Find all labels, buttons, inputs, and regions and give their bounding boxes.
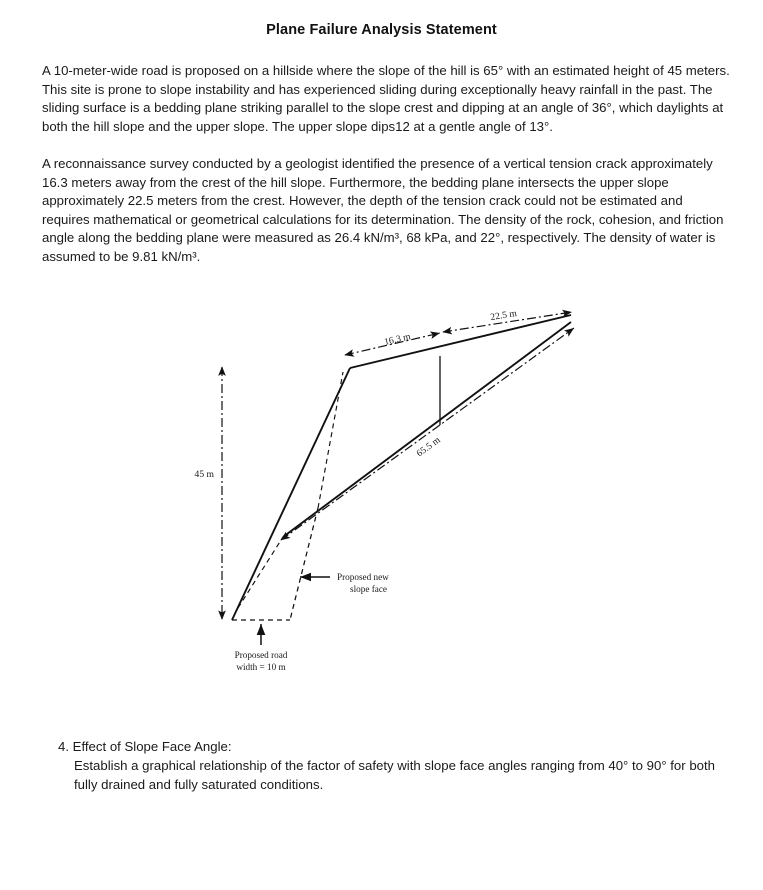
- bedding-plane: [283, 322, 571, 537]
- task-body-text: Establish a graphical relationship of the factor of safety with slope face angles ranging from 40° to 90° for both fully drained and fully saturated conditions.: [74, 758, 715, 792]
- task-number: 4.: [58, 739, 69, 754]
- label-new-slope-face-line2: slope face: [350, 584, 387, 594]
- task-heading-text: Effect of Slope Face Angle:: [72, 739, 232, 754]
- original-face-projection: [318, 372, 343, 508]
- statement-paragraph-2: A reconnaissance survey conducted by a geologist identified the presence of a vertical tension crack approximately 16.3 meters away from the crest of the hill slope. Furthermore, the bedding plane intersects the upper slope approximately 22.5 meters from the crest. However, the depth of the tension crack could not be estimated and requires mathematical or geometrical calculations for its determination. The density of the rock, cohesion, and friction angle along the bedding plane were measured as 26.4 kN/m³, 68 kPa, and 22°, respectively. The density of water is assumed to be 9.81 kN/m³.: [42, 156, 724, 264]
- proposed-new-slope-face-line: [290, 508, 318, 620]
- upper-slope-surface: [350, 315, 571, 368]
- statement-paragraph-1: A 10-meter-wide road is proposed on a hillside where the slope of the hill is 65° with an estimated height of 45 meters. This site is prone to slope instability and has experienced sliding during exceptionally heavy rainfall in the past. The sliding surface is a bedding plane striking parallel to the slope crest and dipping at an angle of 36°, which daylights at both the hill slope and the upper slope. The upper slope dips12 at a gentle angle of 13°.: [42, 63, 730, 134]
- label-22-5m: 22.5 m: [489, 308, 518, 324]
- label-65-5m: 65.5 m: [414, 434, 443, 460]
- hill-slope-face: [232, 368, 350, 620]
- label-16-3m: 16.3 m: [383, 331, 412, 348]
- label-45m: 45 m: [194, 469, 214, 480]
- slope-geometry-diagram: [0, 290, 763, 690]
- task-heading-row: [58, 737, 718, 756]
- label-new-slope-face-line1: Proposed new: [337, 572, 389, 582]
- task-item-4: [58, 737, 718, 794]
- page-title: Plane Failure Analysis Statement: [266, 22, 497, 38]
- label-road-width-line2: width = 10 m: [236, 662, 286, 672]
- lower-face-projection: [238, 537, 283, 608]
- dimension-line-65-5m: [281, 328, 574, 540]
- label-road-width-line1: Proposed road: [234, 650, 288, 660]
